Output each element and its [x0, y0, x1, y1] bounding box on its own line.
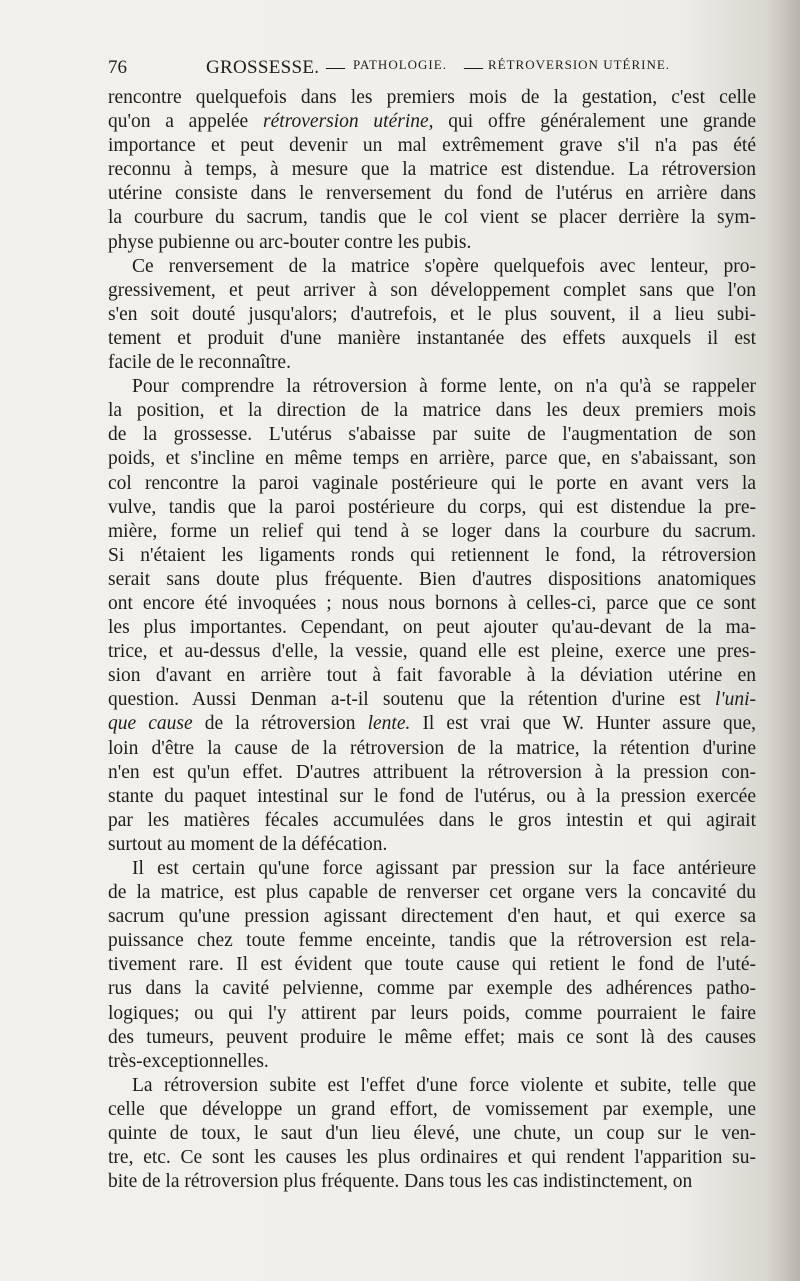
- text-line: poids, et s'incline en même temps en arrière, parce que, en s'abaissant, son: [108, 448, 756, 470]
- text-line: la courbure du sacrum, tandis que le col vient se placer derrière la sym-: [108, 207, 756, 229]
- text-line: de la matrice, est plus capable de renverser cet organe vers la concavité du: [108, 882, 756, 904]
- text-line: quinte de toux, le saut d'un lieu élevé, une chute, un coup sur le ven-: [108, 1123, 756, 1145]
- text-line: s'en soit douté jusqu'alors; d'autrefois, et le plus souvent, il a lieu subi-: [108, 303, 756, 325]
- header-dash: —: [464, 57, 483, 78]
- text-line: par les matières fécales accumulées dans le gros intestin et qui agirait: [108, 809, 756, 831]
- text-line: importance et peut devenir un mal extrêmement grave s'il n'a pas été: [108, 135, 756, 157]
- running-header: [108, 55, 758, 83]
- text-line: La rétroversion subite est l'effet d'une force violente et subite, telle que: [132, 1074, 756, 1096]
- text-line: rencontre quelquefois dans les premiers mois de la gestation, c'est celle: [108, 87, 756, 108]
- text-line: vulve, tandis que la paroi postérieure du corps, qui est distendue la pre-: [108, 496, 756, 518]
- text-line: n'en est qu'un effet. D'autres attribuent la rétroversion à la pression con-: [108, 761, 756, 783]
- text-line: Ce renversement de la matrice s'opère quelquefois avec lenteur, pro-: [132, 255, 756, 277]
- header-dash: —: [326, 57, 345, 78]
- header-subsection: RÉTROVERSION UTÉRINE.: [488, 57, 671, 72]
- text-line: facile de le reconnaître.: [108, 352, 291, 374]
- text-line: Si n'étaient les ligaments ronds qui retiennent le fond, la rétroversion: [108, 544, 756, 566]
- text-line: la position, et la direction de la matrice dans les deux premiers mois: [108, 400, 756, 422]
- text-line: physe pubienne ou arc-bouter contre les pubis.: [108, 231, 472, 253]
- text-line: mière, forme un relief qui tend à se loger dans la courbure du sacrum.: [108, 520, 756, 542]
- text-line: rus dans la cavité pelvienne, comme par exemple des adhérences patho-: [108, 978, 756, 1000]
- text-line: sacrum qu'une pression agissant directement d'en haut, et qui exerce sa: [108, 906, 756, 928]
- header-title: GROSSESSE.: [206, 57, 320, 78]
- body-text: [108, 86, 756, 1194]
- text-line: col rencontre la paroi vaginale postérieure qui le porte en avant vers la: [108, 472, 756, 494]
- text-line: tre, etc. Ce sont les causes les plus ordinaires et qui rendent l'apparition su-: [108, 1147, 756, 1169]
- text-line: Il est certain qu'une force agissant par pression sur la face antérieure: [132, 858, 756, 879]
- text-line: utérine consiste dans le renversement du fond de l'utérus en arrière dans: [108, 183, 756, 205]
- text-line: serait sans doute plus fréquente. Bien d'autres dispositions anatomiques: [108, 568, 756, 590]
- text-line: de la grossesse. L'utérus s'abaisse par suite de l'augmentation de son: [108, 424, 756, 446]
- text-line: puissance chez toute femme enceinte, tandis que la rétroversion est rela-: [108, 930, 756, 952]
- text-line: les plus importantes. Cependant, on peut ajouter qu'au-devant de la ma-: [108, 617, 756, 639]
- text-line: loin d'être la cause de la rétroversion de la matrice, la rétention d'urine: [108, 737, 756, 759]
- text-line: qu'on a appelée rétroversion utérine, qui offre généralement une grande: [108, 111, 756, 133]
- text-line: Pour comprendre la rétroversion à forme lente, on n'a qu'à se rappeler: [132, 376, 756, 398]
- text-line: celle que développe un grand effort, de vomissement par exemple, une: [108, 1098, 756, 1120]
- text-line: que cause de la rétroversion lente. Il est vrai que W. Hunter assure que,: [108, 713, 756, 735]
- text-line: reconnu à temps, à mesure que la matrice est distendue. La rétroversion: [108, 159, 756, 181]
- text-line: surtout au moment de la défécation.: [108, 833, 388, 855]
- page-number: 76: [108, 57, 127, 78]
- text-line: tivement rare. Il est évident que toute cause qui retient le fond de l'uté-: [108, 954, 756, 976]
- text-line: des tumeurs, peuvent produire le même effet; mais ce sont là des causes: [108, 1026, 756, 1048]
- text-line: bite de la rétroversion plus fréquente. Dans tous les cas indistinctement, on: [108, 1171, 693, 1193]
- text-line: trice, et au-dessus d'elle, la vessie, quand elle est pleine, exerce une pres-: [108, 641, 756, 663]
- text-line: gressivement, et peut arriver à son développement complet sans que l'on: [108, 279, 756, 301]
- text-line: sion d'avant en arrière tout à fait favorable à la déviation utérine en: [108, 665, 756, 687]
- text-line: logiques; ou qui l'y attirent par leurs poids, comme pourraient le faire: [108, 1002, 756, 1024]
- header-section: PATHOLOGIE.: [353, 57, 447, 72]
- text-line: très-exceptionnelles.: [108, 1050, 269, 1072]
- text-line: question. Aussi Denman a-t-il soutenu que la rétention d'urine est l'uni-: [108, 689, 756, 711]
- text-line: tement et produit d'une manière instantanée des effets auxquels il est: [108, 327, 756, 349]
- text-line: ont encore été invoquées ; nous nous bornons à celles-ci, parce que ce sont: [108, 592, 756, 614]
- text-line: stante du paquet intestinal sur le fond de l'utérus, ou à la pression exercée: [108, 785, 756, 807]
